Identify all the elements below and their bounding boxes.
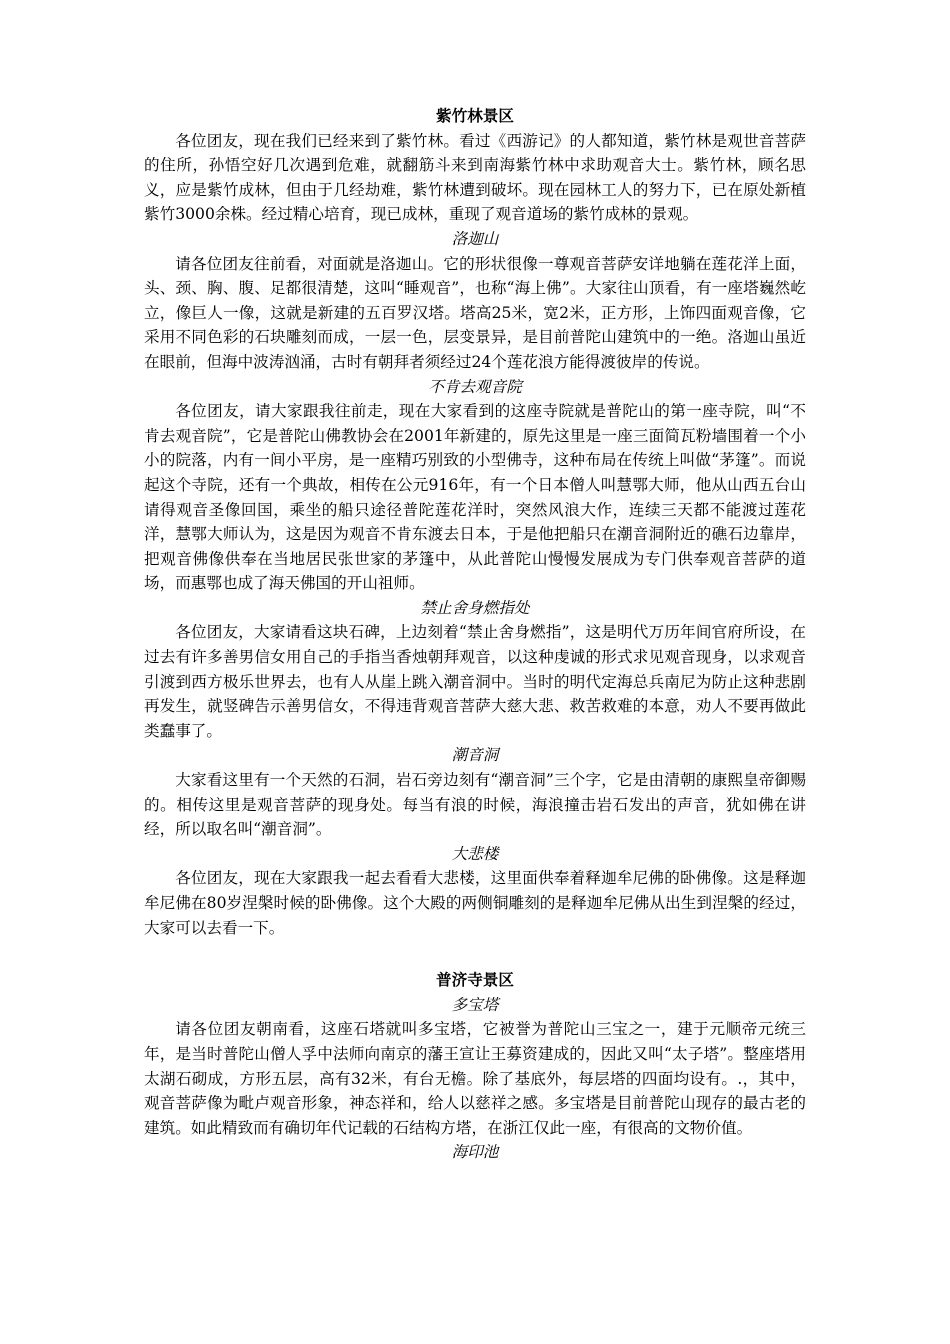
paragraph: 请各位团友朝南看，这座石塔就叫多宝塔，它被誉为普陀山三宝之一，建于元顺帝元统三年，是当时普陀山僧人孚中法师向南京的藩王宣让王募资建成的，因此又叫“太子塔”。整座塔用太湖石砌成，方形五层，高有32米，有台无檐。除了基底外，每层塔的四面均设有。.，其中，观音菩萨像为毗卢观音形象，神态祥和，给人以慈祥之感。多宝塔是目前普陀山现存的最古老的建筑。如此精致而有确切年代记载的石结构方塔，在浙江仅此一座，有很高的文物价值。: [144, 1020, 806, 1137]
subsection-title: 洛迦山: [451, 229, 499, 248]
paragraph: 各位团友，现在我们已经来到了紫竹林。看过《西游记》的人都知道，紫竹林是观世音菩萨的住所，孙悟空好几次遇到危难，就翻筋斗来到南海紫竹林中求助观音大士。紫竹林，顾名思义，应是紫竹成林，但由于几经劫难，紫竹林遭到破坏。现在园林工人的努力下，已在原处新植紫竹3000余株。经过精心培育，现已成林，重现了观音道场的紫竹成林的景观。: [144, 131, 806, 224]
section-title: 紫竹林景区: [436, 106, 514, 125]
subsection-title: 潮音洞: [451, 746, 499, 765]
paragraph: 各位团友，请大家跟我往前走，现在大家看到的这座寺院就是普陀山的第一座寺院，叫“不肯去观音院”，它是普陀山佛教协会在2001年新建的，原先这里是一座三面简瓦粉墙围着一个小小的院落，内有一间小平房，是一座精巧别致的小型佛寺，这种布局在传统上叫做“茅篷”。而说起这个寺院，还有一个典故，相传在公元916年，有一个日本僧人叫慧鄂大师，他从山西五台山请得观音圣像回国，乘坐的船只途径普陀莲花洋时，突然风浪大作，连续三天都不能渡过莲花洋，慧鄂大师认为，这是因为观音不肯东渡去日本，于是他把船只在潮音洞附近的礁石边靠岸，把观音佛像供奉在当地居民张世家的茅篷中，从此普陀山慢慢发展成为专门供奉观音菩萨的道场，而惠鄂也成了海天佛国的开山祖师。: [144, 402, 806, 593]
paragraph: 大家看这里有一个天然的石洞，岩石旁边刻有“潮音洞”三个字，它是由清朝的康熙皇帝御赐的。相传这里是观音菩萨的现身处。每当有浪的时候，海浪撞击岩石发出的声音，犹如佛在讲经，所以取名叫“潮音洞”。: [144, 771, 806, 839]
subsection-title: 不肯去观音院: [428, 377, 522, 396]
subsection-title: 禁止舍身燃指处: [420, 598, 530, 617]
paragraph: 请各位团友往前看，对面就是洛迦山。它的形状很像一尊观音菩萨安详地躺在莲花洋上面，头、颈、胸、腹、足都很清楚，这叫“睡观音”，也称“海上佛”。大家往山顶看，有一座塔巍然屹立，像巨人一像，这就是新建的五百罗汉塔。塔高25米，宽2米，正方形，上饰四面观音像，它采用不同色彩的石块雕刻而成，一层一色，层变景异，是目前普陀山建筑中的一绝。洛迦山虽近在眼前，但海中波涛汹涌，古时有朝拜者须经过24个莲花浪方能得渡彼岸的传说。: [144, 254, 806, 371]
paragraph: 各位团友，大家请看这块石碑，上边刻着“禁止舍身燃指”，这是明代万历年间官府所设，在过去有许多善男信女用自己的手指当香烛朝拜观音，以这种虔诚的形式求见观音现身，以求观音引渡到西方极乐世界去，也有人从崖上跳入潮音洞中。当时的明代定海总兵南尼为防止这种悲剧再发生，就竖碑告示善男信女，不得违背观音菩萨大慈大悲、救苦救难的本意，劝人不要再做此类蠢事了。: [144, 623, 806, 740]
section-title: 普济寺景区: [436, 970, 514, 990]
section-spacer: [144, 940, 806, 968]
paragraph: 各位团友，现在大家跟我一起去看看大悲楼，这里面供奉着释迦牟尼佛的卧佛像。这是释迦牟尼佛在80岁涅槃时候的卧佛像。这个大殿的两侧铜雕刻的是释迦牟尼佛从出生到涅槃的经过，大家可以去看一下。: [144, 869, 806, 937]
subsection-title: 多宝塔: [451, 995, 499, 1014]
subsection-title: 大悲楼: [451, 844, 499, 863]
subsection-title: 海印池: [451, 1143, 499, 1162]
document-page: [144, 104, 806, 1165]
